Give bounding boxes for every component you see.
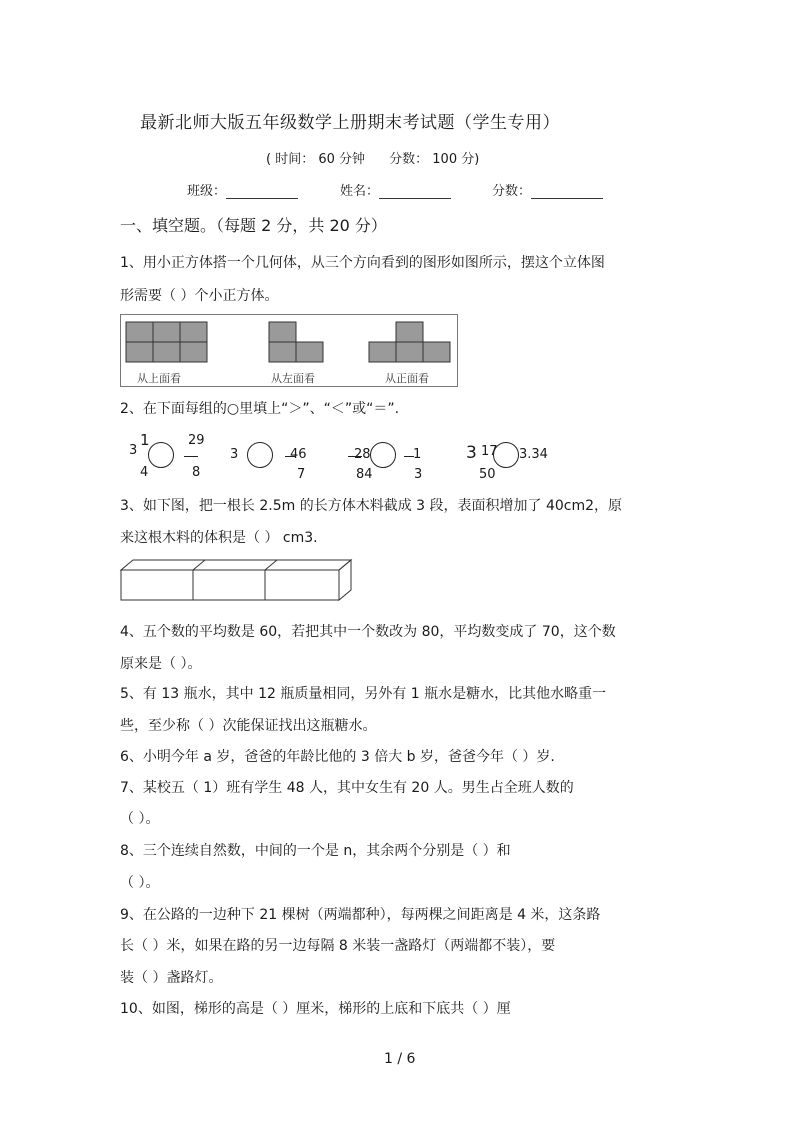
- score-field: [492, 180, 603, 199]
- view-figure-drawing: [120, 314, 458, 374]
- class-field: [187, 180, 298, 199]
- exam-time: ( 时间： 60 分钟: [266, 152, 366, 167]
- score-label: 分数：: [492, 184, 532, 199]
- exam-score: 分数： 100 分): [389, 152, 480, 167]
- score-blank[interactable]: [531, 184, 603, 199]
- question-5-line1: 5、有 13 瓶水，其中 12 瓶质量相同，另外有 1 瓶水是糖水，比其他水略重一: [120, 686, 607, 702]
- question-9-line2: 长（ ）米，如果在路的另一边每隔 8 米装一盏路灯（两端都不装），要: [120, 938, 556, 954]
- class-label: 班级：: [187, 184, 227, 199]
- question-8-line1: 8、三个连续自然数，中间的一个是 n，其余两个分别是（ ）和: [120, 843, 511, 859]
- q2-e-numerator: 1: [413, 447, 422, 462]
- question-1-line2: 形需要（ ）个小正方体。: [120, 288, 279, 304]
- q2-d-fraction-bar: [348, 456, 362, 457]
- q2-e-fraction-bar: [404, 456, 414, 457]
- page-number: 1 / 6: [384, 1051, 416, 1067]
- q2-answer-circle-3[interactable]: [370, 442, 396, 468]
- view-label-top: 从上面看: [137, 372, 181, 385]
- name-field: [340, 180, 451, 199]
- section-heading: 一、填空题。（每题 2 分，共 20 分）: [120, 216, 387, 235]
- name-blank[interactable]: [379, 184, 451, 199]
- q2-b-fraction-bar: [184, 456, 198, 457]
- question-10: 10、如图，梯形的高是（ ）厘米，梯形的上底和下底共（ ）厘: [120, 1001, 511, 1017]
- q2-c-fraction-bar: [285, 456, 295, 457]
- question-9-line3: 装（ ）盏路灯。: [120, 970, 223, 986]
- view-label-left: 从左面看: [271, 372, 315, 385]
- q2-c-numerator: 46: [290, 447, 307, 462]
- q2-a-numerator: 1: [140, 431, 150, 449]
- q2-f-numerator: 17: [481, 444, 498, 459]
- question-4-line1: 4、五个数的平均数是 60，若把其中一个数改为 80，平均数变成了 70，这个数: [120, 624, 616, 640]
- question-1-line1: 1、用小正方体搭一个几何体，从三个方向看到的图形如图所示，摆这个立体图: [120, 255, 605, 271]
- q2-d-numerator: 28: [354, 447, 371, 462]
- exam-meta: [266, 148, 485, 167]
- view-label-front: 从正面看: [385, 372, 429, 385]
- q2-c-denominator: 7: [297, 467, 306, 482]
- q2-e-denominator: 3: [414, 467, 423, 482]
- q2-b-numerator: 29: [188, 433, 205, 448]
- q2-d-denominator: 84: [356, 467, 373, 482]
- q2-f-right: 3.34: [519, 447, 548, 462]
- q2-c-left: 3: [230, 447, 239, 462]
- q2-answer-circle-2[interactable]: [247, 442, 273, 468]
- q2-a-whole: 3: [129, 443, 138, 458]
- question-7-line1: 7、某校五（ 1）班有学生 48 人，其中女生有 20 人。男生占全班人数的: [120, 780, 574, 796]
- question-6: 6、小明今年 a 岁，爸爸的年龄比他的 3 倍大 b 岁，爸爸今年（ ）岁.: [120, 749, 555, 765]
- q2-f-denominator: 50: [479, 467, 496, 482]
- question-5-line2: 些，至少称（ ）次能保证找出这瓶糖水。: [120, 718, 377, 734]
- page-title: 最新北师大版五年级数学上册期末考试题（学生专用）: [140, 113, 560, 133]
- question-9-line1: 9、在公路的一边种下 21 棵树（两端都种），每两棵之间距离是 4 米，这条路: [120, 907, 601, 923]
- question-7-line2: （ ）。: [120, 811, 160, 827]
- question-4-line2: 原来是（ ）。: [120, 656, 202, 672]
- question-8-line2: （ ）。: [120, 875, 160, 891]
- q2-answer-circle-1[interactable]: [148, 442, 174, 468]
- question-3-line2: 来这根木料的体积是（ ） cm3.: [120, 530, 318, 546]
- question-3-line1: 3、如下图，把一根长 2.5m 的长方体木料截成 3 段，表面积增加了 40cm2，原: [120, 498, 623, 514]
- q2-a-denominator: 4: [140, 465, 149, 480]
- wood-block-figure: [119, 558, 355, 602]
- q2-answer-circle-4[interactable]: [493, 442, 519, 468]
- q2-b-denominator: 8: [192, 465, 201, 480]
- class-blank[interactable]: [226, 184, 298, 199]
- name-label: 姓名：: [340, 184, 380, 199]
- q2-f-whole: 3: [466, 443, 477, 463]
- question-2: 2、在下面每组的○里填上“＞”、“＜”或“＝”.: [120, 401, 400, 417]
